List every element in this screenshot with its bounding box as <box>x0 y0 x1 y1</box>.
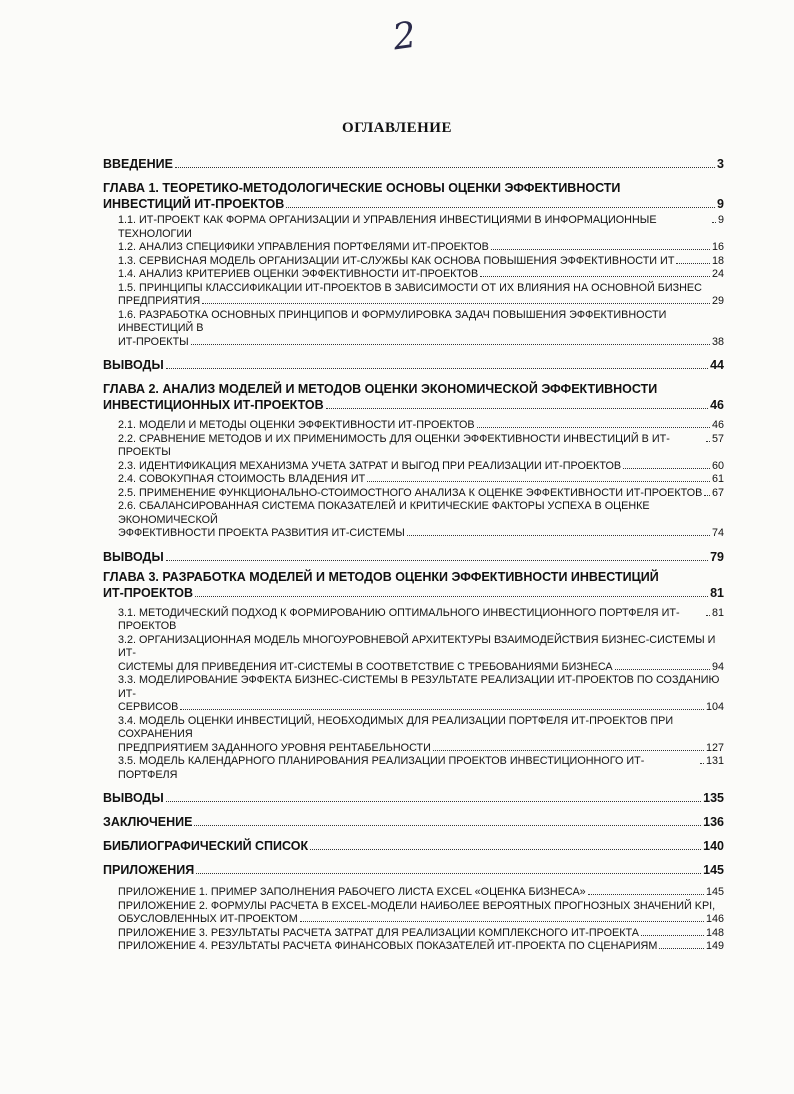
toc-entry-conclusions-3[interactable]: ВЫВОДЫ 135 <box>103 791 724 805</box>
handwritten-page-number: 2 <box>390 14 419 59</box>
toc-entry[interactable]: 2.1. МОДЕЛИ И МЕТОДЫ ОЦЕНКИ ЭФФЕКТИВНОСТИ ИТ-ПРОЕКТОВ 46 <box>118 419 724 431</box>
toc-entry-appendices[interactable]: ПРИЛОЖЕНИЯ 145 <box>103 863 724 877</box>
toc-entry[interactable]: ПРИЛОЖЕНИЕ 2. ФОРМУЛЫ РАСЧЕТА В EXCEL-МОДЕЛИ НАИБОЛЕЕ ВЕРОЯТНЫХ ПРОГНОЗНЫХ ЗНАЧЕНИЙ KPI, ОБУСЛОВЛЕННЫХ ИТ-ПРОЕКТОМ 146 <box>118 899 724 925</box>
toc-entry[interactable]: 3.3. МОДЕЛИРОВАНИЕ ЭФФЕКТА БИЗНЕС-СИСТЕМЫ В РЕЗУЛЬТАТЕ РЕАЛИЗАЦИИ ИТ-ПРОЕКТОВ ПО СОЗДАНИЮ ИТ- СЕРВИСОВ 104 <box>118 674 724 713</box>
toc-entry[interactable]: 3.1. МЕТОДИЧЕСКИЙ ПОДХОД К ФОРМИРОВАНИЮ ОПТИМАЛЬНОГО ИНВЕСТИЦИОННОГО ПОРТФЕЛЯ ИТ-ПРОЕКТОВ 81 <box>118 606 724 632</box>
toc-entry[interactable]: 1.2. АНАЛИЗ СПЕЦИФИКИ УПРАВЛЕНИЯ ПОРТФЕЛЯМИ ИТ-ПРОЕКТОВ 16 <box>118 241 724 253</box>
document-title: ОГЛАВЛЕНИЕ <box>342 120 452 136</box>
toc-entry[interactable]: 1.3. СЕРВИСНАЯ МОДЕЛЬ ОРГАНИЗАЦИИ ИТ-СЛУЖБЫ КАК ОСНОВА ПОВЫШЕНИЯ ЭФФЕКТИВНОСТИ ИТ 18 <box>118 254 724 267</box>
toc-subsections-ch2 <box>103 419 724 541</box>
toc-entry[interactable]: ПРИЛОЖЕНИЕ 4. РЕЗУЛЬТАТЫ РАСЧЕТА ФИНАНСОВЫХ ПОКАЗАТЕЛЕЙ ИТ-ПРОЕКТА ПО СЦЕНАРИЯМ 149 <box>118 940 724 952</box>
toc-entry[interactable]: 2.6. СБАЛАНСИРОВАННАЯ СИСТЕМА ПОКАЗАТЕЛЕЙ И КРИТИЧЕСКИЕ ФАКТОРЫ УСПЕХА В ОЦЕНКЕ ЭКОНОМИЧЕСКОЙ ЭФФЕКТИВНОСТИ ПРОЕКТА РАЗВИТИЯ ИТ-СИСТЕМЫ 74 <box>118 500 724 539</box>
toc-entry[interactable]: 2.5. ПРИМЕНЕНИЕ ФУНКЦИОНАЛЬНО-СТОИМОСТНОГО АНАЛИЗА К ОЦЕНКЕ ЭФФЕКТИВНОСТИ ИТ-ПРОЕКТОВ 67 <box>118 486 724 499</box>
toc-entry[interactable]: 3.4. МОДЕЛЬ ОЦЕНКИ ИНВЕСТИЦИЙ, НЕОБХОДИМЫХ ДЛЯ РЕАЛИЗАЦИИ ПОРТФЕЛЯ ИТ-ПРОЕКТОВ ПРИ СОХРАНЕНИЯ ПРЕДПРИЯТИЕМ ЗАДАННОГО УРОВНЯ РЕНТАБЕЛЬНОСТИ 127 <box>118 714 724 754</box>
toc-entry[interactable]: 1.5. ПРИНЦИПЫ КЛАССИФИКАЦИИ ИТ-ПРОЕКТОВ В ЗАВИСИМОСТИ ОТ ИХ ВЛИЯНИЯ НА ОСНОВНОЙ БИЗНЕС ПРЕДПРИЯТИЯ 29 <box>118 281 724 307</box>
toc-entry[interactable]: 1.4. АНАЛИЗ КРИТЕРИЕВ ОЦЕНКИ ЭФФЕКТИВНОСТИ ИТ-ПРОЕКТОВ 24 <box>118 268 724 280</box>
toc-entry-introduction[interactable]: ВВЕДЕНИЕ 3 <box>103 157 724 171</box>
toc-entry-conclusions-1[interactable]: ВЫВОДЫ 44 <box>103 358 724 372</box>
toc-entry-conclusion[interactable]: ЗАКЛЮЧЕНИЕ 136 <box>103 815 724 829</box>
toc-chapter-1[interactable]: ГЛАВА 1. ТЕОРЕТИКО-МЕТОДОЛОГИЧЕСКИЕ ОСНОВЫ ОЦЕНКИ ЭФФЕКТИВНОСТИ ИНВЕСТИЦИЙ ИТ-ПРОЕКТОВ 9 <box>103 181 724 211</box>
toc-entry[interactable]: 1.6. РАЗРАБОТКА ОСНОВНЫХ ПРИНЦИПОВ И ФОРМУЛИРОВКА ЗАДАЧ ПОВЫШЕНИЯ ЭФФЕКТИВНОСТИ ИНВЕСТИЦИЙ В ИТ-ПРОЕКТЫ 38 <box>118 308 724 348</box>
toc-entry-conclusions-2[interactable]: ВЫВОДЫ 79 <box>103 549 724 564</box>
table-of-contents <box>103 150 724 954</box>
toc-subsections-ch3 <box>103 607 724 783</box>
toc-entry[interactable]: ПРИЛОЖЕНИЕ 1. ПРИМЕР ЗАПОЛНЕНИЯ РАБОЧЕГО ЛИСТА EXCEL «ОЦЕНКА БИЗНЕСА» 145 <box>118 886 724 898</box>
toc-subsections-ch1 <box>103 214 724 349</box>
toc-entry[interactable]: 2.2. СРАВНЕНИЕ МЕТОДОВ И ИХ ПРИМЕНИМОСТЬ ДЛЯ ОЦЕНКИ ЭФФЕКТИВНОСТИ ИНВЕСТИЦИЙ В ИТ-ПРОЕКТЫ 57 <box>118 432 724 458</box>
toc-entry[interactable]: 2.3. ИДЕНТИФИКАЦИЯ МЕХАНИЗМА УЧЕТА ЗАТРАТ И ВЫГОД ПРИ РЕАЛИЗАЦИИ ИТ-ПРОЕКТОВ 60 <box>118 459 724 472</box>
toc-entry[interactable]: 2.4. СОВОКУПНАЯ СТОИМОСТЬ ВЛАДЕНИЯ ИТ 61 <box>118 473 724 485</box>
toc-entry-bibliography[interactable]: БИБЛИОГРАФИЧЕСКИЙ СПИСОК 140 <box>103 839 724 853</box>
toc-subsections-appendix <box>103 886 724 954</box>
toc-entry[interactable]: 3.2. ОРГАНИЗАЦИОННАЯ МОДЕЛЬ МНОГОУРОВНЕВОЙ АРХИТЕКТУРЫ ВЗАИМОДЕЙСТВИЯ БИЗНЕС-СИСТЕМЫ И ИТ- СИСТЕМЫ ДЛЯ ПРИВЕДЕНИЯ ИТ-СИСТЕМЫ В СООТВЕТСТВИЕ С ТРЕБОВАНИЯМИ БИЗНЕСА 94 <box>118 633 724 673</box>
toc-entry[interactable]: 3.5. МОДЕЛЬ КАЛЕНДАРНОГО ПЛАНИРОВАНИЯ РЕАЛИЗАЦИИ ПРОЕКТОВ ИНВЕСТИЦИОННОГО ИТ-ПОРТФЕЛЯ 131 <box>118 755 724 781</box>
toc-entry[interactable]: ПРИЛОЖЕНИЕ 3. РЕЗУЛЬТАТЫ РАСЧЕТА ЗАТРАТ ДЛЯ РЕАЛИЗАЦИИ КОМПЛЕКСНОГО ИТ-ПРОЕКТА 148 <box>118 926 724 939</box>
toc-chapter-2[interactable]: ГЛАВА 2. АНАЛИЗ МОДЕЛЕЙ И МЕТОДОВ ОЦЕНКИ ЭКОНОМИЧЕСКОЙ ЭФФЕКТИВНОСТИ ИНВЕСТИЦИОННЫХ ИТ-ПРОЕКТОВ 46 <box>103 382 724 412</box>
toc-chapter-3[interactable]: ГЛАВА 3. РАЗРАБОТКА МОДЕЛЕЙ И МЕТОДОВ ОЦЕНКИ ЭФФЕКТИВНОСТИ ИНВЕСТИЦИЙ ИТ-ПРОЕКТОВ 81 <box>103 569 724 600</box>
toc-entry[interactable]: 1.1. ИТ-ПРОЕКТ КАК ФОРМА ОРГАНИЗАЦИИ И УПРАВЛЕНИЯ ИНВЕСТИЦИЯМИ В ИНФОРМАЦИОННЫЕ ТЕХНОЛОГИИ 9 <box>118 214 724 240</box>
